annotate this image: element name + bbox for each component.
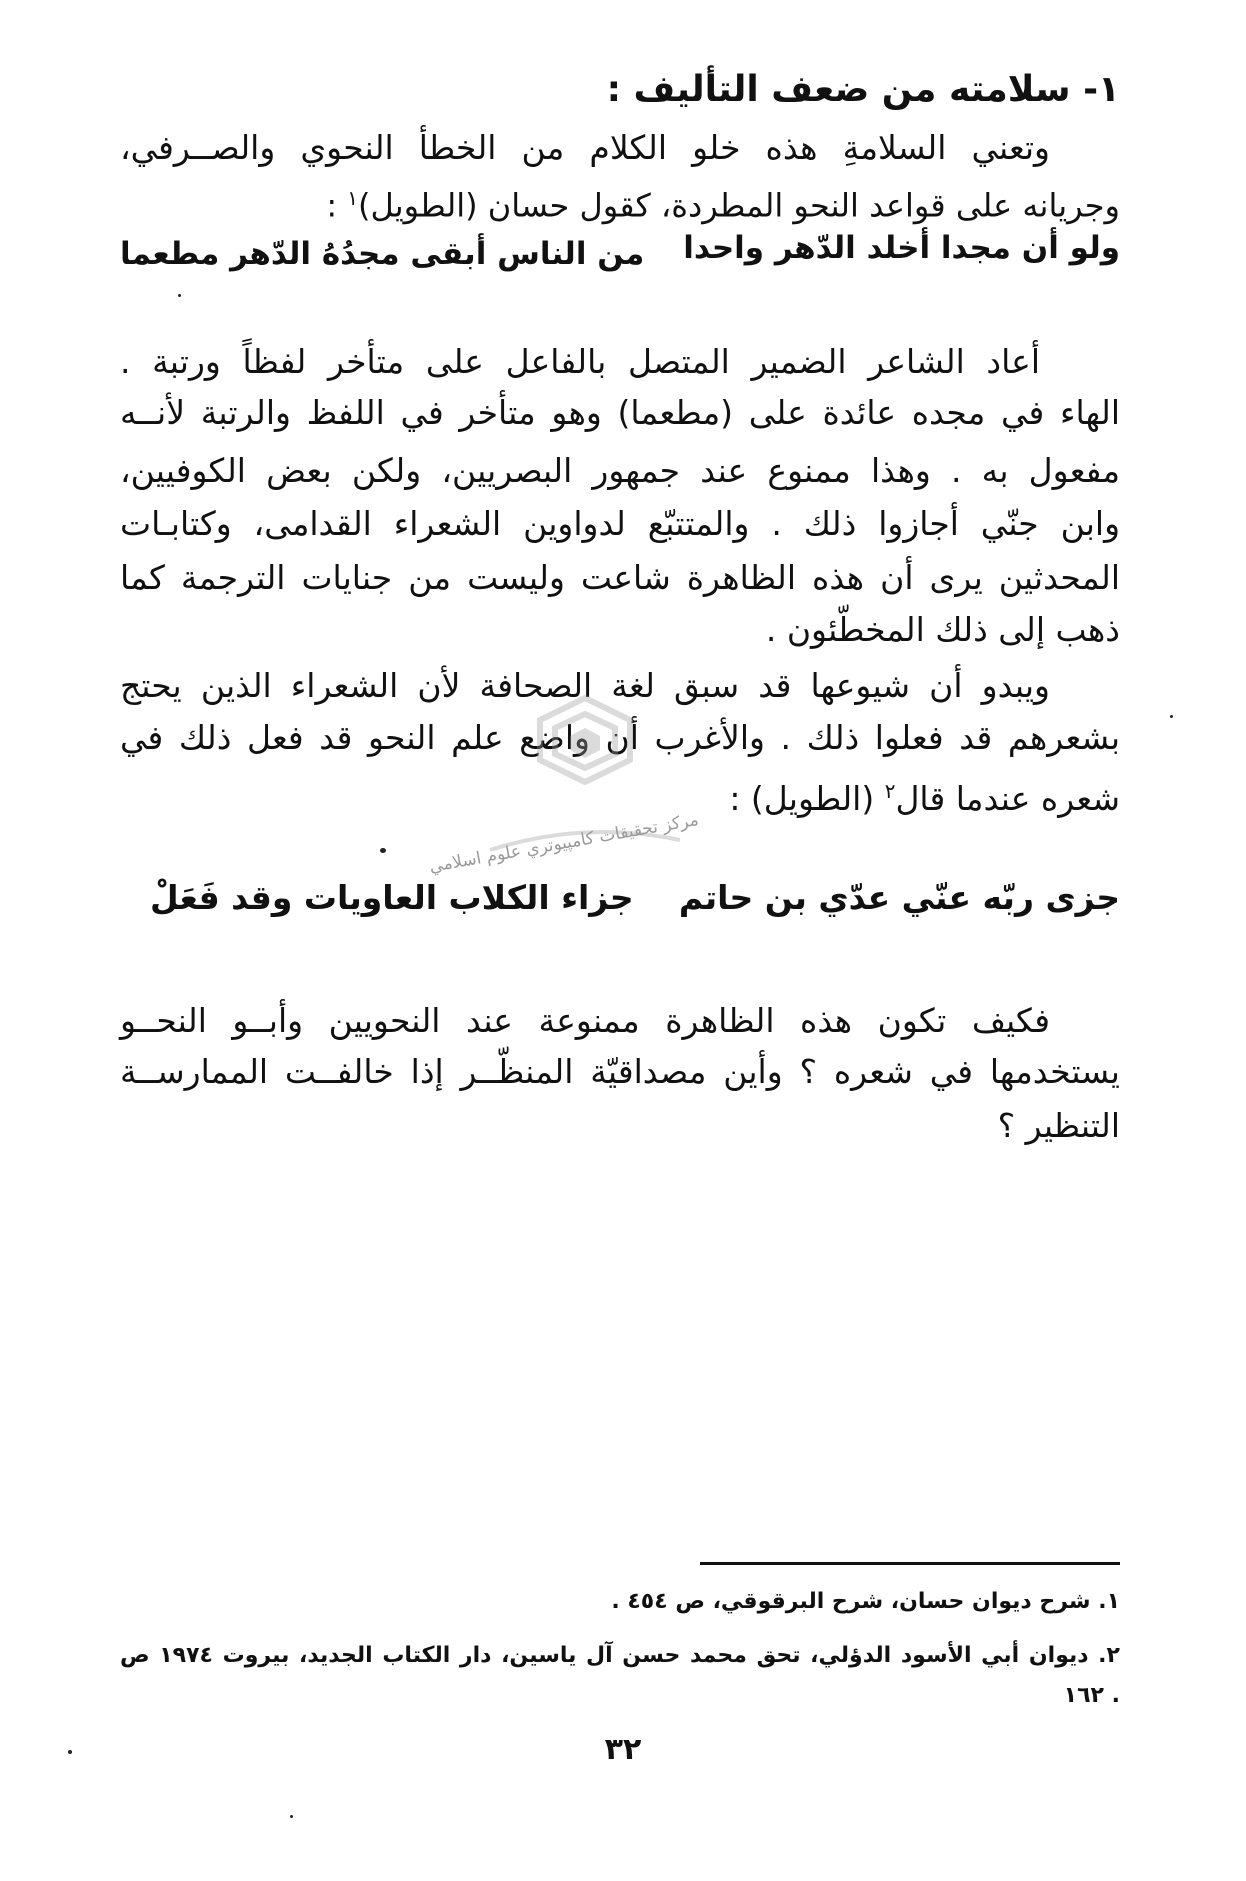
footnote-divider bbox=[700, 1562, 1120, 1565]
paragraph-2-line-1: ويبدو أن شيوعها قد سبق لغة الصحافة لأن الشعراء الذين يحتج bbox=[120, 666, 1050, 705]
footnote-ref-1: ١ bbox=[347, 186, 359, 210]
paragraph-1-line-5: المحدثين يرى أن هذه الظاهرة شاعت وليست من جنايات الترجمة كما bbox=[120, 558, 1120, 597]
paragraph-1-line-4: وابن جنّي أجازوا ذلك . والمتتبّع لدواوين الشعراء القدامى، وكتابـات bbox=[120, 504, 1120, 543]
paragraph-1-line-1: أعاد الشاعر الضمير المتصل بالفاعل على متأخر لفظاً ورتبة . bbox=[120, 342, 1040, 381]
intro-line-2-end: : bbox=[326, 186, 348, 225]
footnote-2-continued: . ١٦٢ bbox=[1063, 1683, 1120, 1708]
paragraph-2-line-3-text: شعره عندما قال bbox=[895, 779, 1120, 818]
footnote-2: ٢. ديوان أبي الأسود الدؤلي، تحق محمد حسن آل ياسين، دار الكتاب الجديد، بيروت ١٩٧٤ ص bbox=[120, 1643, 1120, 1668]
watermark-caption: مركز تحقيقات كامپيوتري علوم اسلامي bbox=[427, 809, 701, 878]
scan-speck bbox=[178, 294, 181, 297]
intro-line-2-text: وجريانه على قواعد النحو المطردة، كقول حسان (الطويل) bbox=[358, 186, 1120, 225]
verse-1-second-half: من الناس أبقى مجدُهُ الدّهر مطعما bbox=[120, 236, 645, 272]
section-heading: ١- سلامته من ضعف التأليف : bbox=[606, 69, 1120, 110]
page-number: ٣٢ bbox=[604, 1732, 642, 1767]
paragraph-3-line-2: يستخدمها في شعره ؟ وأين مصداقيّة المنظّــر إذا خالفــت الممارســة bbox=[120, 1052, 1120, 1091]
scan-speck bbox=[380, 848, 386, 853]
verse-2-first-half: جزى ربّه عنّي عدّي بن حاتم bbox=[678, 878, 1120, 917]
paragraph-2-line-2: بشعرهم قد فعلوا ذلك . والأغرب أن واضع علم النحو قد فعل ذلك في bbox=[120, 718, 1120, 757]
paragraph-1-line-2: الهاء في مجده عائدة على (مطعما) وهو متأخر في اللفظ والرتبة لأنــه bbox=[120, 393, 1120, 432]
scan-speck bbox=[1170, 715, 1173, 718]
paragraph-3-line-3: التنظير ؟ bbox=[997, 1106, 1120, 1145]
scan-speck bbox=[68, 1750, 72, 1754]
footnote-ref-2: ٢ bbox=[884, 779, 896, 803]
intro-line-1: وتعني السلامةِ هذه خلو الكلام من الخطأ النحوي والصــرفي، bbox=[120, 128, 1050, 167]
footnote-1: ١. شرح ديوان حسان، شرح البرقوقي، ص ٤٥٤ . bbox=[611, 1589, 1120, 1614]
scan-speck bbox=[290, 1815, 293, 1818]
paragraph-1-line-3: مفعول به . وهذا ممنوع عند جمهور البصريين، ولكن بعض الكوفيين، bbox=[120, 451, 1120, 490]
verse-1-first-half: ولو أن مجدا أخلد الدّهر واحدا bbox=[683, 230, 1120, 266]
verse-2-second-half: جزاء الكلاب العاويات وقد فَعَلْ bbox=[150, 878, 634, 917]
paragraph-3-line-1: فكيف تكون هذه الظاهرة ممنوعة عند النحويين وأبــو النحــو bbox=[120, 1001, 1050, 1040]
paragraph-2-line-3-end: (الطويل) : bbox=[729, 779, 885, 818]
paragraph-1-line-6: ذهب إلى ذلك المخطّئون . bbox=[765, 610, 1120, 649]
paragraph-2-line-3 bbox=[729, 765, 1120, 825]
